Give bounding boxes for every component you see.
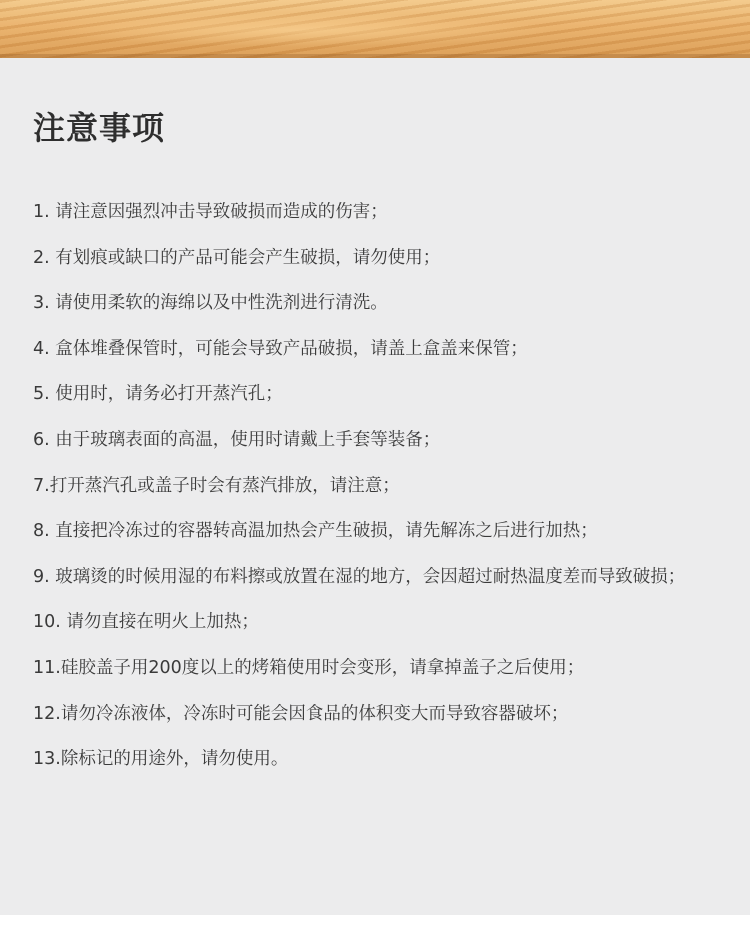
notice-item-10: 10. 请勿直接在明火上加热；	[33, 612, 259, 633]
wood-banner-image	[0, 0, 750, 58]
notice-item-12: 12.请勿冷冻液体，冷冻时可能会因食品的体积变大而导致容器破坏；	[33, 703, 569, 724]
notice-item-2: 2. 有划痕或缺口的产品可能会产生破损，请勿使用；	[33, 247, 441, 268]
notice-item-4: 4. 盒体堆叠保管时，可能会导致产品破损，请盖上盒盖来保管；	[33, 338, 528, 359]
notice-list	[33, 200, 743, 793]
notice-item-7: 7.打开蒸汽孔或盖子时会有蒸汽排放，请注意；	[33, 475, 400, 496]
notice-item-8: 8. 直接把冷冻过的容器转高温加热会产生破损，请先解冻之后进行加热；	[33, 521, 598, 542]
notice-item-11: 11.硅胶盖子用200度以上的烤箱使用时会变形，请拿掉盖子之后使用；	[33, 657, 585, 678]
notice-item-3: 3. 请使用柔软的海绵以及中性洗剂进行清洗。	[33, 293, 388, 314]
notice-item-6: 6. 由于玻璃表面的高温，使用时请戴上手套等装备；	[33, 429, 441, 450]
notice-item-13: 13.除标记的用途外，请勿使用。	[33, 749, 289, 770]
notice-item-1: 1. 请注意因强烈冲击导致破损而造成的伤害；	[33, 202, 388, 222]
notice-item-9: 9. 玻璃烫的时候用湿的布料擦或放置在湿的地方，会因超过耐热温度差而导致破损；	[33, 566, 686, 587]
notice-item-5: 5. 使用时，请务必打开蒸汽孔；	[33, 384, 283, 405]
page-title: 注意事项	[33, 109, 166, 147]
